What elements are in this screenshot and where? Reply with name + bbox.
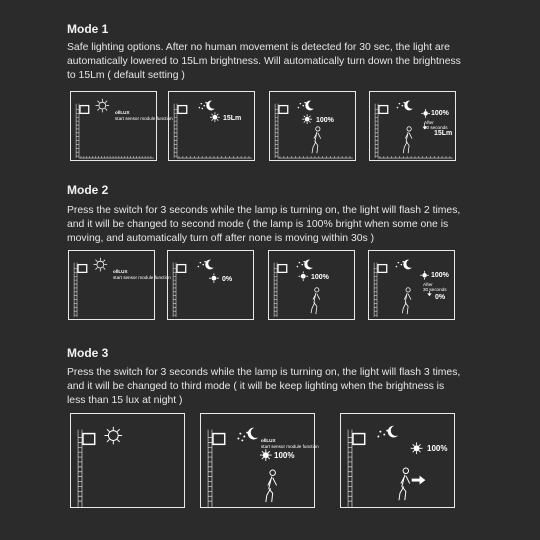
walking-person-icon [403,127,412,153]
moon-stars-icon [396,260,412,270]
mode-2-panel-night-idle [167,250,254,320]
mode-3-desc-line: and it will be changed to third mode ( it will be keep lighting when the brightness is [67,381,445,393]
day-scene-illustration [69,251,154,319]
mode-3-desc-line: less than 15 lux at night ) [67,395,183,407]
light-burst-icon [260,449,272,461]
walking-person-icon [312,127,321,153]
moon-stars-icon [377,426,398,438]
light-burst-icon [421,109,430,118]
moon-stars-icon [199,101,215,111]
mode-1-desc-line: Safe lighting options. After no human movement is detected for 30 sec, the light are [67,42,450,53]
mode-1-panel-night-idle [168,91,255,161]
sun-icon [94,258,108,272]
brightness-end-value: 0% [435,294,446,301]
mode-1-panel-motion [269,91,356,161]
light-burst-icon [210,112,220,122]
brand-label: ollLUX [113,269,128,274]
brightness-value: 100% [311,274,329,281]
moon-stars-icon [237,428,258,442]
sensor-caption: start sensor module function [115,116,173,121]
after-label: After [423,282,433,287]
mode-2-desc-line: moving, and automatically turn off after none is moving within 30s ) [67,233,375,245]
night-idle-illustration [201,414,314,507]
brightness-value: 100% [316,117,334,124]
mode-1-description [67,41,477,84]
night-idle-illustration [169,92,254,160]
mode-3-description [67,366,477,409]
mode-1-panel-timeout [369,91,456,161]
sun-icon [96,99,110,113]
light-burst-icon [298,271,308,281]
mode-2-desc-line: and it will be changed to second mode ( the lamp is 100% bright when some one is [67,219,449,231]
mode-2-desc-line: Press the switch for 3 seconds while the lamp is turning on, the light will flash 2 times, [67,205,461,216]
mode-2-panel-motion [268,250,355,320]
seconds-label: 30 seconds [423,287,447,292]
night-idle-illustration [168,251,253,319]
motion-illustration [269,251,354,319]
mode-2-title: Mode 2 [67,183,109,197]
brightness-value: 0% [222,276,233,283]
walking-person-icon [311,288,320,314]
brightness-value: 100% [427,444,448,453]
mode-1-title: Mode 1 [67,22,109,36]
motion-illustration [341,414,454,507]
sensor-caption: start sensor module function [113,275,171,280]
light-burst-icon [302,114,312,124]
light-burst-icon [411,442,423,454]
light-burst-icon [209,273,219,283]
brand-label: ollLUX [261,438,276,443]
mode-3-desc-line: Press the switch for 3 seconds while the lamp is turning on, the light will flash 3 times, [67,367,461,378]
brightness-end-value: 15Lm [434,130,453,137]
mode-3-panel-night-idle [200,413,319,508]
motion-illustration [270,92,355,160]
brand-label: ollLUX [115,110,130,115]
arrow-right-icon [412,476,426,485]
timeout-illustration [369,251,454,319]
moon-stars-icon [397,101,413,111]
moon-stars-icon [297,260,313,270]
light-burst-icon [420,271,429,280]
mode-2-description [67,204,477,247]
day-scene-illustration [71,414,184,507]
moon-stars-icon [198,260,214,270]
after-label: After [424,120,434,125]
mode-1-panel-day [70,91,173,161]
walking-person-icon [402,288,411,314]
mode-3-panel-motion [340,413,455,508]
walking-person-icon [399,468,410,500]
moon-stars-icon [298,101,314,111]
brightness-value: 100% [431,272,449,279]
seconds-label: 30 seconds [424,125,448,130]
walking-person-icon [266,470,277,502]
sensor-caption: start sensor module function [261,444,319,449]
mode-2-panel-day [68,250,171,320]
mode-1-desc-line: to 15Lm ( default setting ) [67,70,185,82]
mode-1-desc-line: automatically lowered to 15Lm brightness. Will automatically turn down the brightness [67,56,461,68]
mode-3-panel-day [70,413,185,508]
day-scene-illustration [71,92,156,160]
brightness-value: 100% [431,110,449,117]
sun-icon [104,427,122,445]
brightness-value: 100% [274,451,295,460]
brightness-value: 15Lm [223,115,242,122]
mode-2-panel-timeout [368,250,455,320]
mode-3-title: Mode 3 [67,346,109,360]
